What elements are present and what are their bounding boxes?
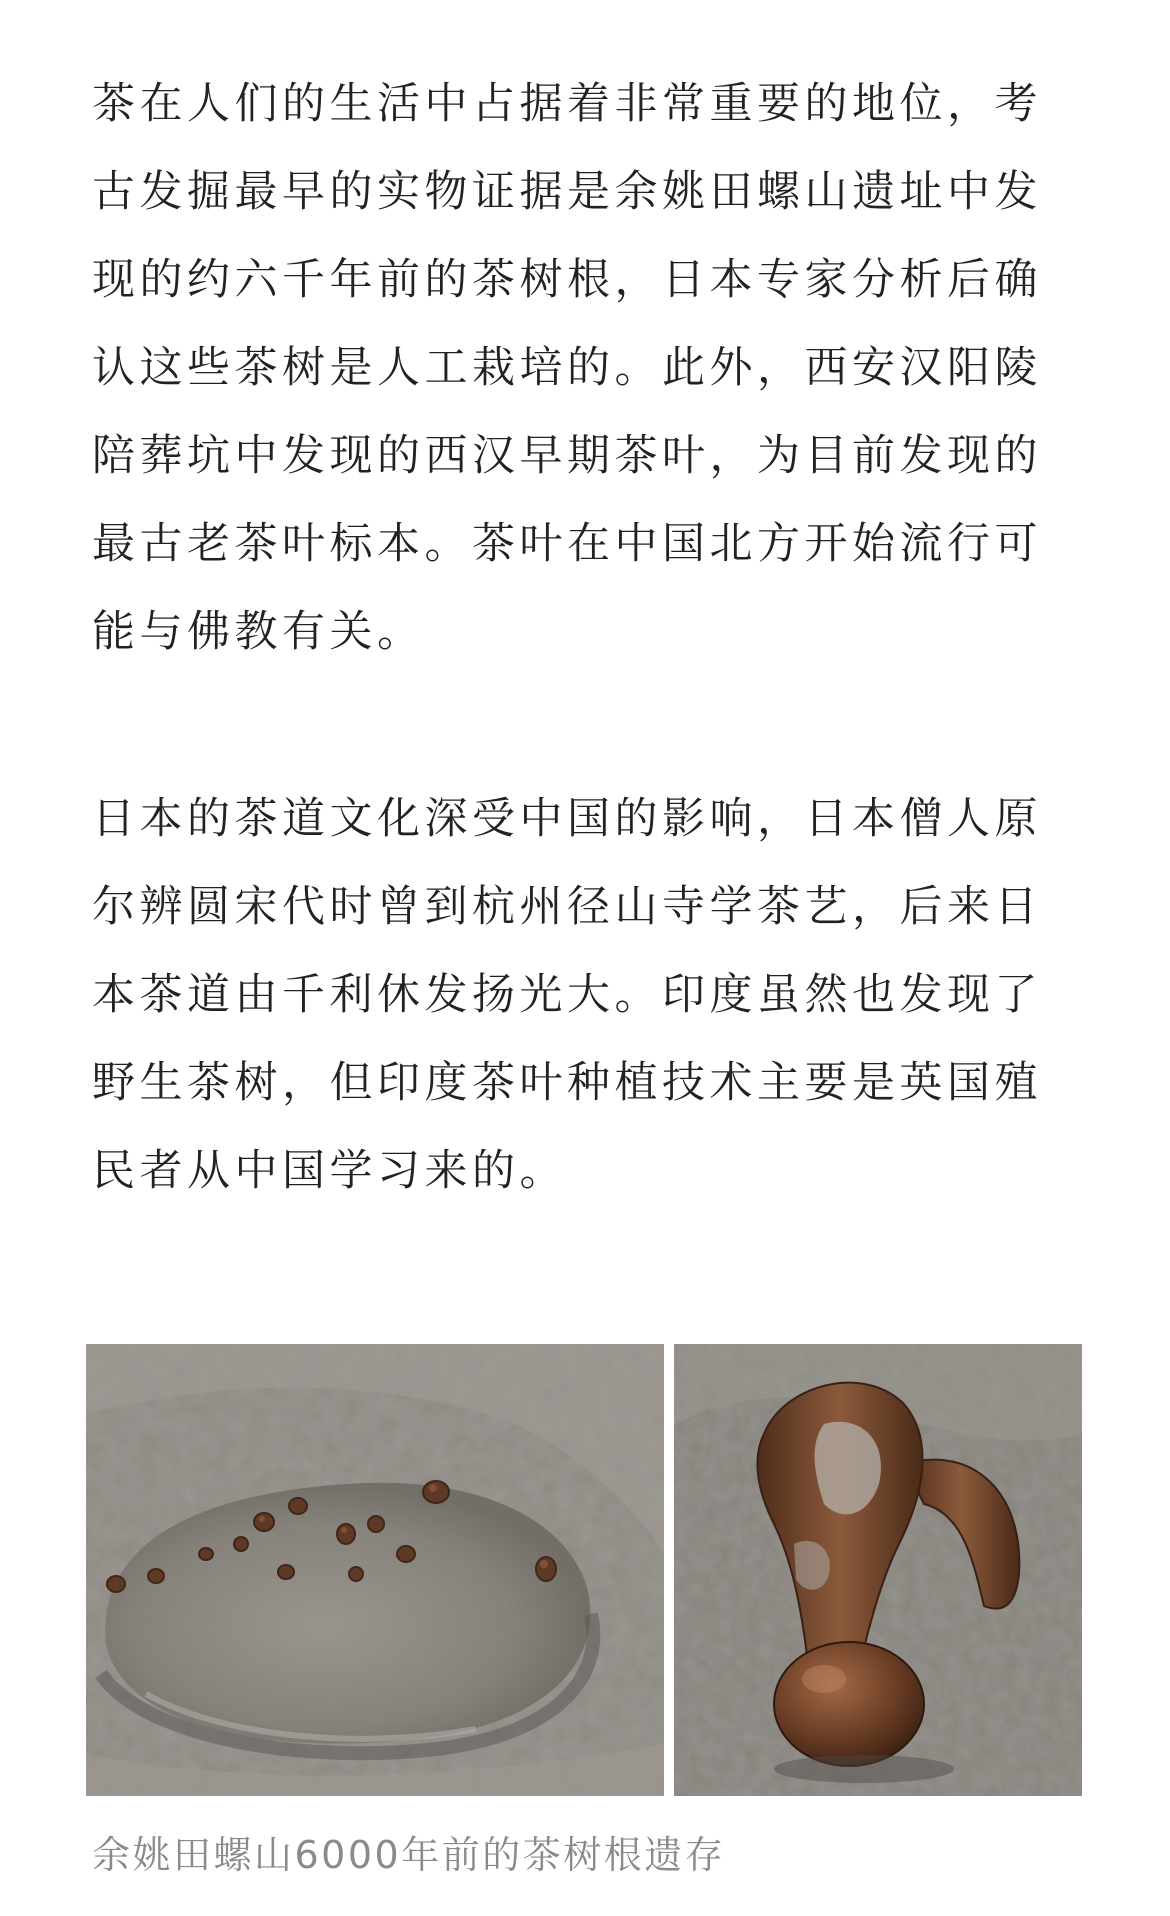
figure-caption: 余姚田螺山6000年前的茶树根遗存 [92, 1833, 726, 1877]
excavation-pit-image [86, 1344, 664, 1796]
paragraph-1: 茶在人们的生活中占据着非常重要的地位，考 古发掘最早的实物证据是余姚田螺山遗址中发 现的约六千年前的茶树根，日本专家分析后确 认这些茶树是人工栽培的。此外，西安汉阳陵 陪葬坑中发现的西汉早期茶叶，为目前发现的 最古老茶叶标本。茶叶在中国北方开始流行可 能与佛教有关。 [92, 79, 1042, 657]
excavation-pit-photo[interactable] [86, 1344, 664, 1796]
tea-root-closeup-photo[interactable] [674, 1344, 1082, 1796]
paragraph-2: 日本的茶道文化深受中国的影响，日本僧人原 尔辨圆宋代时曾到杭州径山寺学茶艺，后来日 本茶道由千利休发扬光大。印度虽然也发现了 野生茶树，但印度茶叶种植技术主要是英国殖 民者从中国学习来的。 [92, 794, 1042, 1196]
tea-root-closeup-image [674, 1344, 1082, 1796]
